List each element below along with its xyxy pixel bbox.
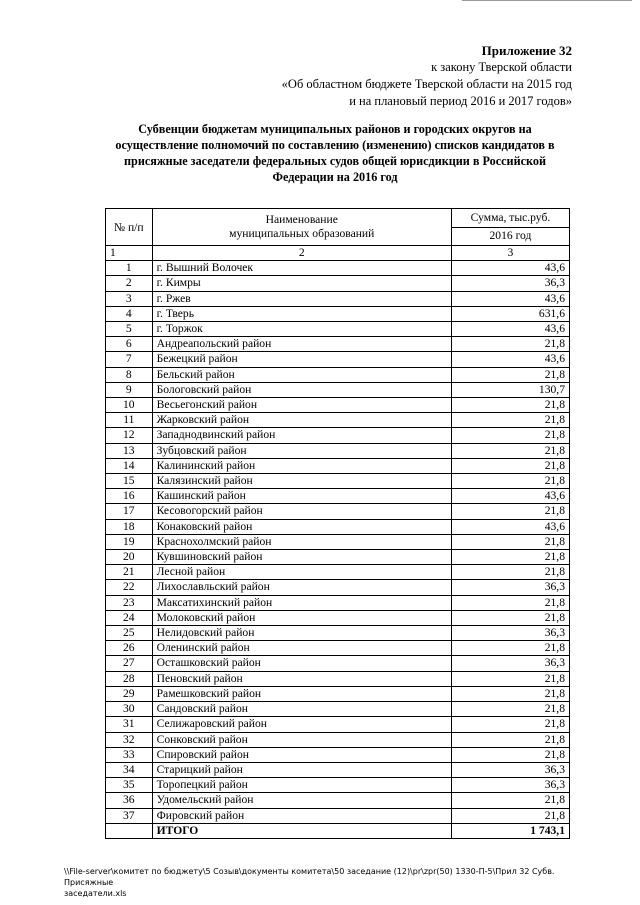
- table-row: [106, 762, 570, 777]
- table-row: [106, 732, 570, 747]
- row-name: Торопецкий район: [152, 778, 451, 793]
- row-name: Зубцовский район: [152, 443, 451, 458]
- header-num: № п/п: [106, 209, 153, 246]
- row-sum: 36,3: [451, 778, 569, 793]
- row-number: 4: [106, 306, 153, 321]
- total-sum: 1 743,1: [451, 823, 569, 838]
- title-line-3: присяжные заседатели федеральных судов общей юрисдикции в Российской: [124, 154, 546, 168]
- table-row: [106, 565, 570, 580]
- file-path-footer: [64, 866, 594, 899]
- row-name: Оленинский район: [152, 641, 451, 656]
- row-sum: 21,8: [451, 732, 569, 747]
- row-name: Старицкий район: [152, 762, 451, 777]
- row-name: Калининский район: [152, 458, 451, 473]
- row-sum: 21,8: [451, 671, 569, 686]
- title-line-4: Федерации на 2016 год: [272, 170, 398, 184]
- row-number: 2: [106, 276, 153, 291]
- table-row: [106, 352, 570, 367]
- row-name: Сандовский район: [152, 702, 451, 717]
- row-name: Рамешковский район: [152, 686, 451, 701]
- row-number: 36: [106, 793, 153, 808]
- row-number: 25: [106, 626, 153, 641]
- total-empty-cell: [106, 823, 153, 838]
- row-sum: 21,8: [451, 337, 569, 352]
- row-name: Конаковский район: [152, 519, 451, 534]
- row-sum: 21,8: [451, 443, 569, 458]
- document-title: [70, 121, 600, 185]
- row-number: 18: [106, 519, 153, 534]
- table-row: [106, 413, 570, 428]
- table-row: [106, 717, 570, 732]
- index-col-2: 2: [152, 246, 451, 261]
- row-name: г. Вышний Волочек: [152, 261, 451, 276]
- header-name-line-2: муниципальных образований: [229, 227, 375, 240]
- appendix-number: Приложение 32: [481, 43, 572, 58]
- row-sum: 21,8: [451, 595, 569, 610]
- row-name: Молоковский район: [152, 610, 451, 625]
- row-sum: 43,6: [451, 519, 569, 534]
- table-index-row: [106, 246, 570, 261]
- table-row: [106, 626, 570, 641]
- row-name: Селижаровский район: [152, 717, 451, 732]
- table-row: [106, 747, 570, 762]
- row-number: 35: [106, 778, 153, 793]
- row-name: Жарковский район: [152, 413, 451, 428]
- row-sum: 43,6: [451, 352, 569, 367]
- table-row: [106, 793, 570, 808]
- table-row: [106, 778, 570, 793]
- row-name: г. Ржев: [152, 291, 451, 306]
- row-sum: 21,8: [451, 474, 569, 489]
- table-total-row: [106, 823, 570, 838]
- row-name: г. Кимры: [152, 276, 451, 291]
- table-row: [106, 306, 570, 321]
- row-name: Фировский район: [152, 808, 451, 823]
- row-sum: 21,8: [451, 747, 569, 762]
- table-row: [106, 580, 570, 595]
- header-sum: Сумма, тыс.руб.: [451, 209, 569, 228]
- row-name: Сонковский район: [152, 732, 451, 747]
- row-sum: 21,8: [451, 550, 569, 565]
- table-header-row-1: [106, 209, 570, 228]
- appendix-header: [282, 42, 572, 110]
- table-row: [106, 534, 570, 549]
- total-label: ИТОГО: [152, 823, 451, 838]
- row-sum: 21,8: [451, 686, 569, 701]
- row-name: Лихославльский район: [152, 580, 451, 595]
- table-row: [106, 671, 570, 686]
- title-line-2: осуществление полномочий по составлению (изменению) списков кандидатов в: [115, 138, 555, 152]
- row-name: Бельский район: [152, 367, 451, 382]
- row-name: Западнодвинский район: [152, 428, 451, 443]
- row-number: 37: [106, 808, 153, 823]
- row-number: 33: [106, 747, 153, 762]
- table-row: [106, 702, 570, 717]
- row-name: Лесной район: [152, 565, 451, 580]
- header-name: [152, 209, 451, 246]
- table-row: [106, 474, 570, 489]
- row-name: Кесовогорский район: [152, 504, 451, 519]
- table-row: [106, 519, 570, 534]
- row-name: Кувшиновский район: [152, 550, 451, 565]
- row-number: 6: [106, 337, 153, 352]
- table-row: [106, 398, 570, 413]
- scan-top-line: [462, 0, 632, 3]
- row-sum: 21,8: [451, 717, 569, 732]
- header-name-line-1: Наименование: [265, 212, 338, 226]
- table-row: [106, 322, 570, 337]
- table-row: [106, 489, 570, 504]
- row-sum: 36,3: [451, 656, 569, 671]
- table-row: [106, 504, 570, 519]
- appendix-line-3: и на плановый период 2016 и 2017 годов»: [349, 94, 572, 108]
- table-row: [106, 291, 570, 306]
- table-row: [106, 656, 570, 671]
- row-name: Пеновский район: [152, 671, 451, 686]
- row-sum: 36,3: [451, 580, 569, 595]
- row-number: 3: [106, 291, 153, 306]
- row-number: 31: [106, 717, 153, 732]
- row-sum: 43,6: [451, 489, 569, 504]
- row-sum: 36,3: [451, 626, 569, 641]
- row-sum: 43,6: [451, 322, 569, 337]
- footer-line-2: заседатели.xls: [64, 889, 127, 898]
- row-number: 21: [106, 565, 153, 580]
- row-number: 24: [106, 610, 153, 625]
- row-name: Удомельский район: [152, 793, 451, 808]
- row-sum: 21,8: [451, 413, 569, 428]
- index-col-1: 1: [106, 246, 153, 261]
- row-number: 10: [106, 398, 153, 413]
- row-number: 30: [106, 702, 153, 717]
- row-name: Весьегонский район: [152, 398, 451, 413]
- row-sum: 21,8: [451, 504, 569, 519]
- title-line-1: Субвенции бюджетам муниципальных районов и городских округов на: [138, 122, 532, 136]
- row-name: Осташковский район: [152, 656, 451, 671]
- index-col-3: 3: [451, 246, 569, 261]
- row-sum: 43,6: [451, 291, 569, 306]
- row-sum: 21,8: [451, 458, 569, 473]
- row-name: Бежецкий район: [152, 352, 451, 367]
- row-name: Максатихинский район: [152, 595, 451, 610]
- row-number: 22: [106, 580, 153, 595]
- row-number: 1: [106, 261, 153, 276]
- row-number: 20: [106, 550, 153, 565]
- row-sum: 21,8: [451, 610, 569, 625]
- row-sum: 130,7: [451, 382, 569, 397]
- subsidy-table: [105, 208, 570, 839]
- row-number: 8: [106, 367, 153, 382]
- row-number: 13: [106, 443, 153, 458]
- row-sum: 21,8: [451, 534, 569, 549]
- row-sum: 21,8: [451, 808, 569, 823]
- row-sum: 21,8: [451, 367, 569, 382]
- row-number: 16: [106, 489, 153, 504]
- row-name: Андреапольский район: [152, 337, 451, 352]
- row-number: 15: [106, 474, 153, 489]
- row-number: 5: [106, 322, 153, 337]
- row-number: 12: [106, 428, 153, 443]
- row-number: 29: [106, 686, 153, 701]
- table-row: [106, 367, 570, 382]
- row-sum: 21,8: [451, 398, 569, 413]
- row-sum: 43,6: [451, 261, 569, 276]
- row-name: Спировский район: [152, 747, 451, 762]
- row-name: Бологовский район: [152, 382, 451, 397]
- row-name: Кашинский район: [152, 489, 451, 504]
- table-row: [106, 443, 570, 458]
- row-sum: 21,8: [451, 702, 569, 717]
- table-row: [106, 641, 570, 656]
- row-sum: 36,3: [451, 762, 569, 777]
- row-number: 32: [106, 732, 153, 747]
- row-number: 34: [106, 762, 153, 777]
- row-sum: 21,8: [451, 793, 569, 808]
- row-number: 19: [106, 534, 153, 549]
- row-sum: 21,8: [451, 641, 569, 656]
- row-number: 17: [106, 504, 153, 519]
- row-number: 28: [106, 671, 153, 686]
- row-name: Калязинский район: [152, 474, 451, 489]
- row-number: 11: [106, 413, 153, 428]
- row-number: 14: [106, 458, 153, 473]
- table-row: [106, 595, 570, 610]
- table-row: [106, 337, 570, 352]
- appendix-line-1: к закону Тверской области: [431, 60, 572, 74]
- row-sum: 21,8: [451, 428, 569, 443]
- row-number: 9: [106, 382, 153, 397]
- footer-line-1: \\File-server\комитет по бюджету\5 Созыв\документы комитета\50 заседание (12)\pr\zpr(50) 1330-П-5\Прил 32 Субв. Присяжные: [64, 867, 555, 887]
- row-name: Краснохолмский район: [152, 534, 451, 549]
- row-sum: 21,8: [451, 565, 569, 580]
- row-number: 7: [106, 352, 153, 367]
- row-name: г. Торжок: [152, 322, 451, 337]
- table-row: [106, 808, 570, 823]
- table-row: [106, 550, 570, 565]
- row-sum: 36,3: [451, 276, 569, 291]
- header-year: 2016 год: [451, 228, 569, 246]
- table-row: [106, 610, 570, 625]
- table-row: [106, 261, 570, 276]
- table-row: [106, 686, 570, 701]
- table-row: [106, 276, 570, 291]
- row-number: 23: [106, 595, 153, 610]
- row-number: 27: [106, 656, 153, 671]
- appendix-line-2: «Об областном бюджете Тверской области на 2015 год: [281, 77, 572, 91]
- row-sum: 631,6: [451, 306, 569, 321]
- table-row: [106, 428, 570, 443]
- table-row: [106, 458, 570, 473]
- row-name: Нелидовский район: [152, 626, 451, 641]
- row-number: 26: [106, 641, 153, 656]
- row-name: г. Тверь: [152, 306, 451, 321]
- table-row: [106, 382, 570, 397]
